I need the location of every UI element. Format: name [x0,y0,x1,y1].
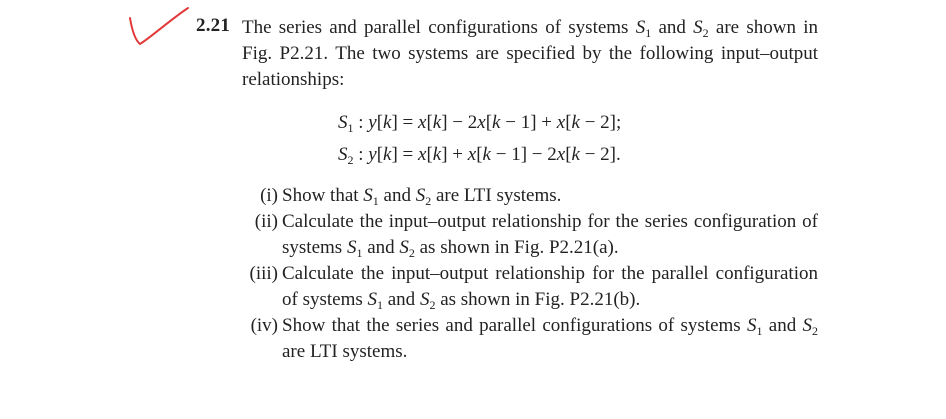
part-label: (i) [260,185,278,206]
equation-s2-system: $S_2$ [338,144,354,167]
problem-intro [242,15,818,93]
equation-s2 [338,139,621,171]
part-text: Calculate the input–output relationship for the series configuration of systems $S_1$ and $S_2$ as shown in Fig. P2.21(a). [282,211,818,260]
problem-number: 2.21 [196,15,231,36]
part-text: Show that $S_1$ and $S_2$ are LTI systems. [282,185,562,208]
part-text: Calculate the input–output relationship for the parallel configuration of systems $S_1$ and $S_2$ as shown in Fig. P2.21(b). [282,263,818,312]
equation-s1-expr: : y[k] = x[k] − 2x[k − 1] + x[k − 2]; [358,112,622,133]
check-mark-icon [126,4,192,48]
part-label: (iii) [249,263,278,284]
part-label: (ii) [254,211,278,232]
part-iii [240,261,818,313]
part-ii [240,209,818,261]
problem-intro-text: The series and parallel configurations of systems $S_1$ and $S_2$ are shown in Fig. P2.21. The two systems are specified by the following input–output relationships: [242,17,818,90]
equation-s1-system: $S_1$ [338,112,354,135]
equation-s2-expr: : y[k] = x[k] + x[k − 1] − 2x[k − 2]. [358,144,621,165]
part-text: Show that the series and parallel configurations of systems $S_1$ and $S_2$ are LTI systems. [282,315,818,362]
part-i [240,183,818,209]
equations [338,107,621,171]
part-iv [240,313,818,365]
parts-list [240,183,818,365]
equation-s1 [338,107,621,139]
part-label: (iv) [250,315,278,336]
